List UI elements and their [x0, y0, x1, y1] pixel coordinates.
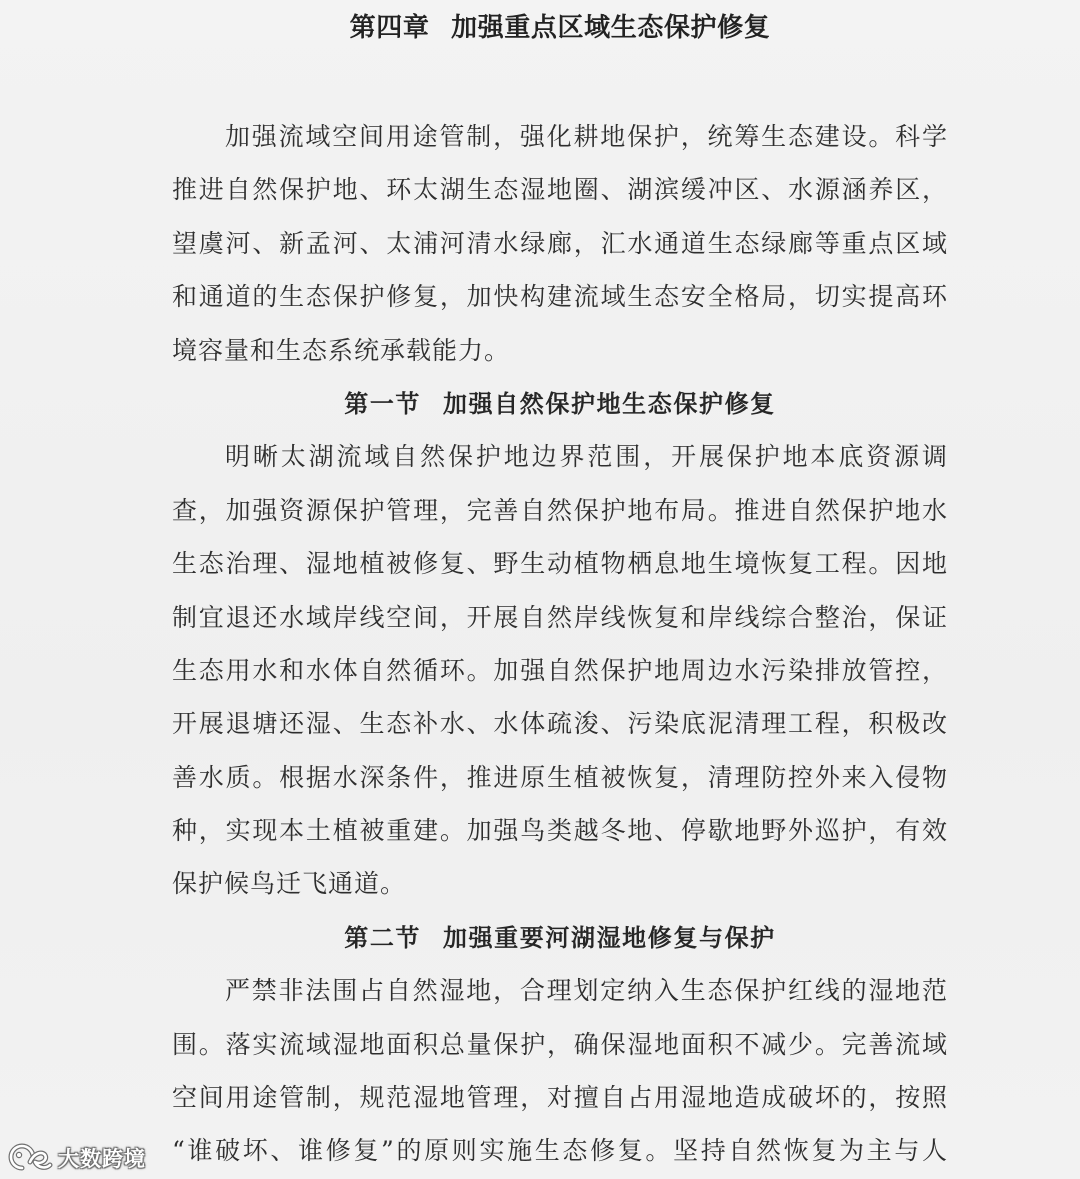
watermark [8, 1141, 146, 1175]
paragraph-line: 加强流域空间用途管制，强化耕地保护，统筹生态建设。科学 [225, 122, 948, 151]
paragraph-section-1 [172, 430, 948, 911]
paragraph-line: 严禁非法围占自然湿地，合理划定纳入生态保护红线的湿地范 [225, 976, 948, 1006]
paragraph-line: 和通道的生态保护修复，加快构建流域生态安全格局，切实提高环 [172, 282, 948, 312]
paragraph-section-2 [172, 964, 948, 1178]
paragraph-line: 制宜退还水域岸线空间，开展自然岸线恢复和岸线综合整治，保证 [172, 602, 948, 632]
chapter-title: 第四章 加强重点区域生态保护修复 [349, 13, 771, 43]
paragraph-line: 善水质。根据水深条件，推进原生植被恢复，清理防控外来入侵物 [172, 762, 948, 792]
section-heading-2: 第二节 加强重要河湖湿地修复与保护 [344, 922, 776, 952]
paragraph-line: 望虞河、新孟河、太浦河清水绿廊，汇水通道生态绿廊等重点区域 [172, 228, 948, 258]
paragraph-line: 空间用途管制，规范湿地管理，对擅自占用湿地造成破坏的，按照 [172, 1083, 948, 1113]
paragraph-line: 种，实现本土植被重建。加强鸟类越冬地、停歇地野外巡护，有效 [172, 816, 948, 846]
paragraph-line: 开展退塘还湿、生态补水、水体疏浚、污染底泥清理工程，积极改 [172, 709, 948, 739]
paragraph-line: 围。落实流域湿地面积总量保护，确保湿地面积不减少。完善流域 [172, 1029, 948, 1059]
paragraph-intro [172, 110, 948, 377]
paragraph-line: 推进自然保护地、环太湖生态湿地圈、湖滨缓冲区、水源涵养区， [172, 175, 948, 205]
paragraph-line: 生态治理、湿地植被修复、野生动植物栖息地生境恢复工程。因地 [172, 549, 948, 579]
section-heading-1: 第一节 加强自然保护地生态保护修复 [344, 388, 776, 418]
paragraph-line: 保护候鸟迁飞通道。 [172, 869, 407, 899]
watermark-logo-icon [8, 1141, 54, 1175]
paragraph-line: 明晰太湖流域自然保护地边界范围，开展保护地本底资源调 [225, 442, 948, 472]
text-column [172, 0, 948, 1178]
paragraph-line: 查，加强资源保护管理，完善自然保护地布局。推进自然保护地水 [172, 495, 948, 525]
paragraph-line: 生态用水和水体自然循环。加强自然保护地周边水污染排放管控， [172, 655, 948, 685]
watermark-text: 大数跨境 [58, 1147, 146, 1171]
paragraph-line: 境容量和生态系统承载能力。 [172, 335, 511, 365]
paragraph-line: “谁破坏、谁修复”的原则实施生态修复。坚持自然恢复为主与人 [172, 1136, 948, 1166]
